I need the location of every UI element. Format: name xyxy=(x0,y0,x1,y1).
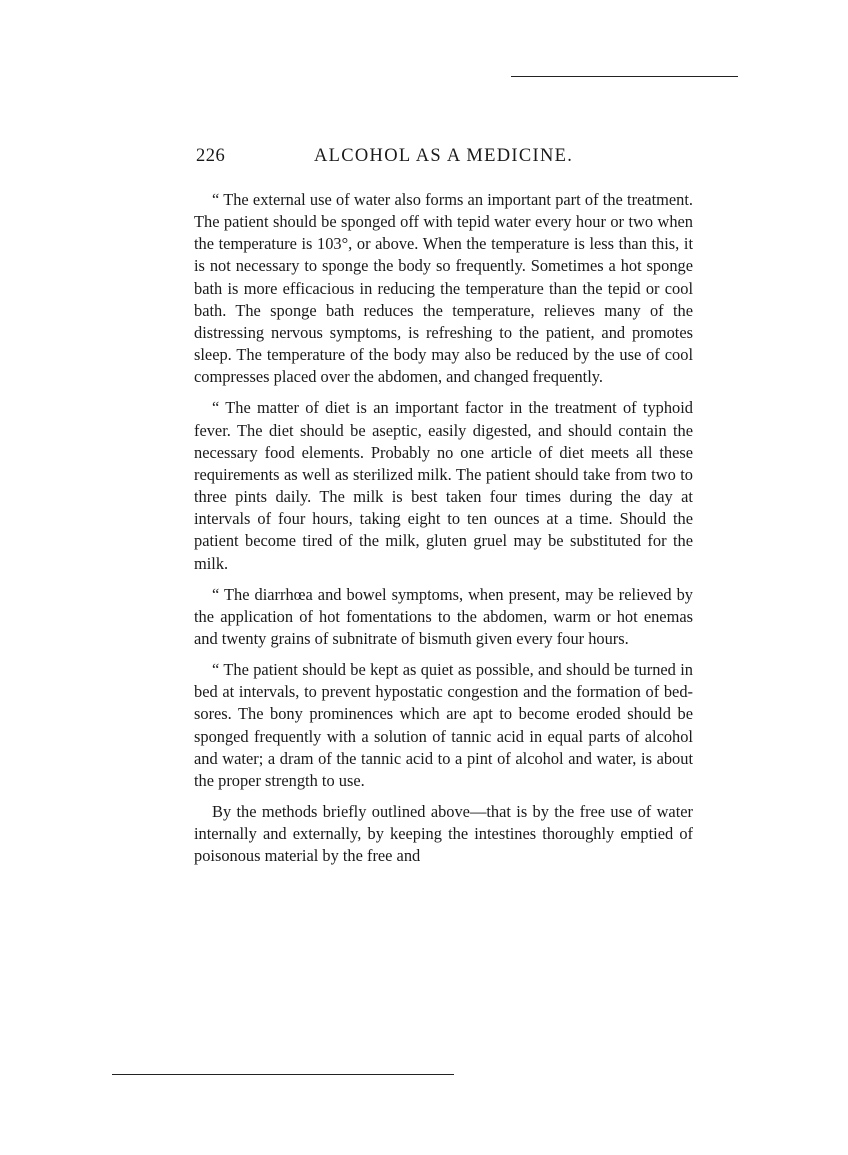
page-number: 226 xyxy=(196,146,226,166)
paragraph-external-water: “ The external use of water also forms an important part of the treatment. The patient should be sponged off with tepid water every hour or two when the temperature is 103°, or above. When the temperature is less than this, it is not necessary to sponge the body so frequently. Sometimes a hot sponge bath is more efficacious in reducing the temperature than the tepid or cool bath. The sponge bath reduces the temperature, relieves many of the distressing nervous symptoms, is refreshing to the patient, and promotes sleep. The temperature of the body may also be reduced by the use of cool compresses placed over the abdomen, and changed frequently. xyxy=(194,190,693,387)
top-rule xyxy=(511,76,738,77)
paragraph-patient-care: “ The patient should be kept as quiet as possible, and should be turned in bed at intervals, to prevent hypostatic congestion and the formation of bed-sores. The bony prominences which are apt to become eroded should be sponged frequently with a solution of tannic acid in equal parts of alcohol and water; a dram of the tannic acid to a pint of alcohol and water, is about the proper strength to use. xyxy=(194,660,693,790)
body-text xyxy=(194,189,693,877)
paragraph-diarrhoea: “ The diarrhœa and bowel symptoms, when present, may be relieved by the application of hot fomentations to the abdomen, warm or hot enemas and twenty grains of subnitrate of bismuth given every four hours. xyxy=(194,584,693,648)
paragraph-methods: By the methods briefly outlined above—that is by the free use of water internally and externally, by keeping the intestines thoroughly emptied of poisonous material by the free and xyxy=(194,802,693,866)
bottom-rule xyxy=(112,1074,454,1075)
page-header xyxy=(196,146,696,172)
paragraph-diet: “ The matter of diet is an important factor in the treatment of typhoid fever. The diet should be aseptic, easily digested, and should contain the necessary food elements. Probably no one article of diet meets all these requirements as well as sterilized milk. The patient should take from two to three pints daily. The milk is best taken four times during the day at intervals of four hours, taking eight to ten ounces at a time. Should the patient become tired of the milk, gluten gruel may be substituted for the milk. xyxy=(194,398,693,573)
running-title: ALCOHOL AS A MEDICINE. xyxy=(314,146,574,166)
